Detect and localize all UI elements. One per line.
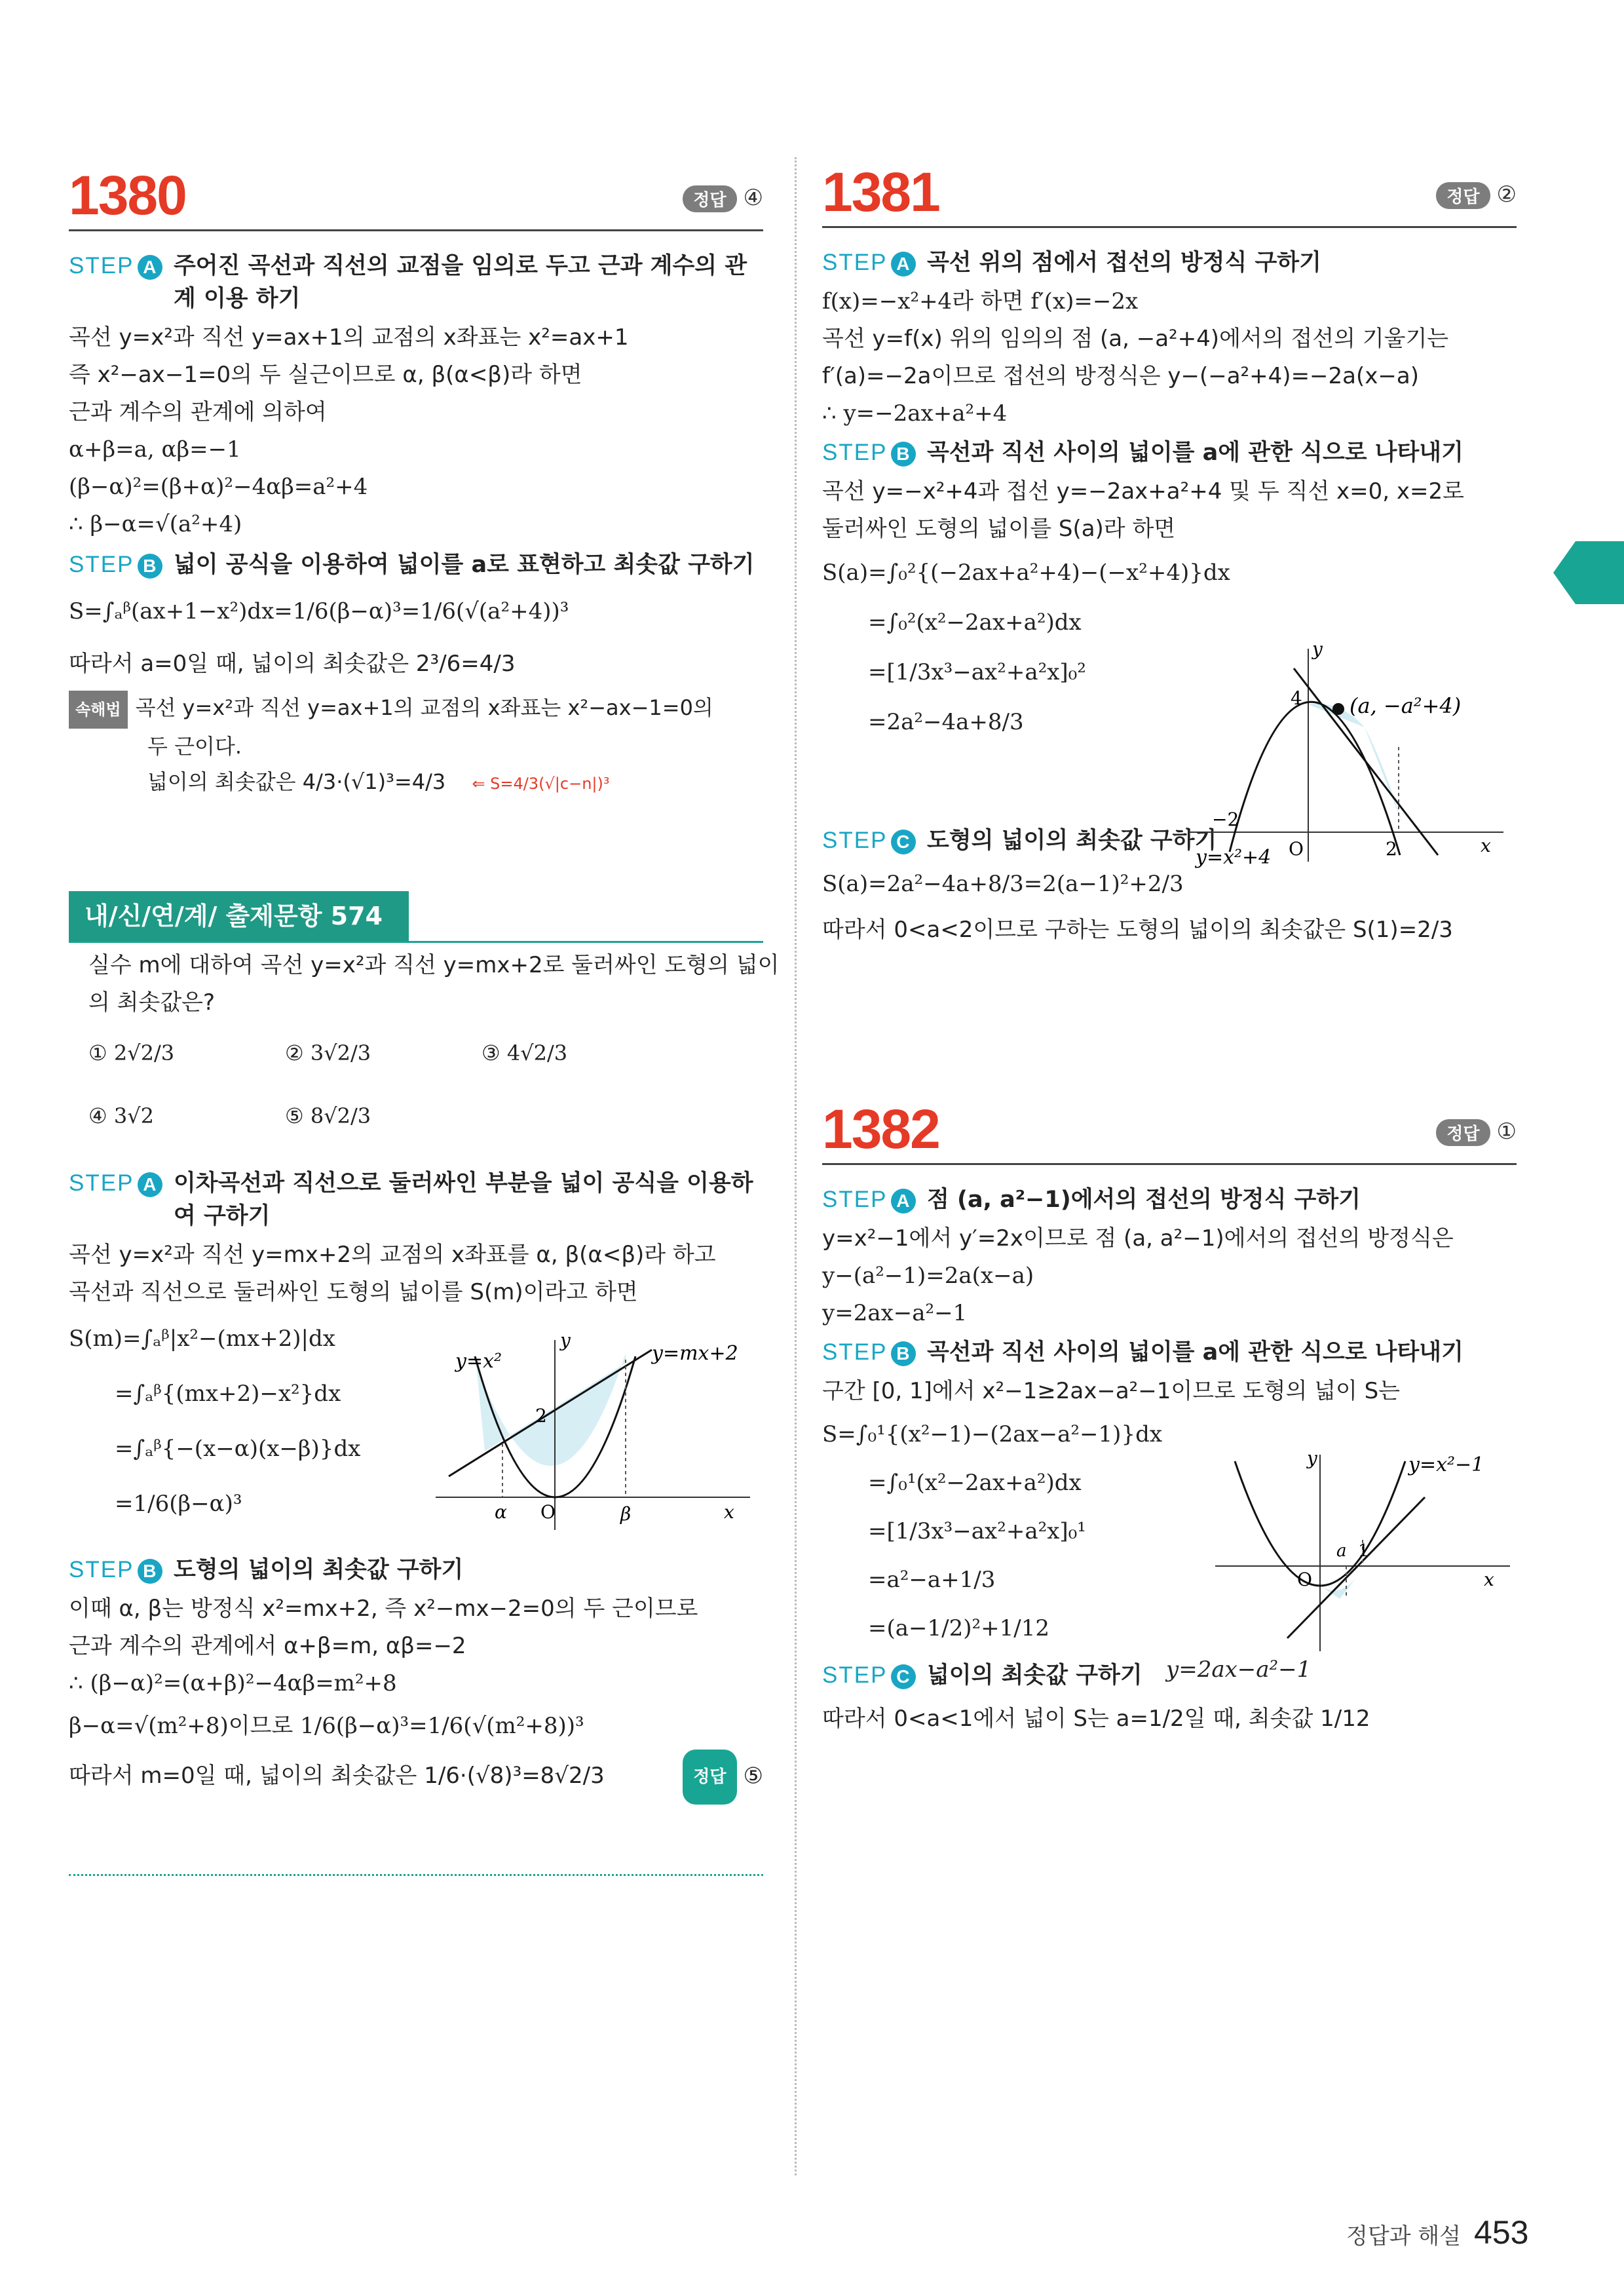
choice-3[interactable]: ③ 4√2/3: [482, 1041, 568, 1065]
origin-label: O: [1297, 1569, 1312, 1590]
x-label: x: [1484, 1569, 1494, 1590]
solution-line: =∫₀¹(x²−2ax+a²)dx: [868, 1470, 1082, 1496]
choice-2[interactable]: ② 3√2/3: [285, 1041, 371, 1065]
x-label: x: [724, 1501, 734, 1523]
step-label: STEP A: [822, 1183, 927, 1216]
problem-1380-solution: [69, 246, 763, 801]
solution-line: =∫ₐᵝ{−(x−α)(x−β)}dx: [115, 1436, 361, 1462]
graph-1381: [1189, 629, 1517, 871]
solution-line: y=x²−1에서 y′=2x이므로 점 (a, a²−1)에서의 접선의 방정식은: [822, 1225, 1454, 1252]
chapter-tab: [1576, 541, 1624, 604]
step-title: 곡선과 직선 사이의 넓이를 a에 관한 식으로 나타내기: [927, 1339, 1463, 1366]
naesin-solution: [69, 1163, 763, 1802]
y-label: y: [1307, 1447, 1317, 1469]
solution-line: y−(a²−1)=2a(x−a): [822, 1263, 1034, 1289]
solution-line: 곡선 y=−x²+4과 접선 y=−2ax+a²+4 및 두 직선 x=0, x=2로: [822, 478, 1464, 505]
step-a: [822, 1183, 1517, 1216]
problem-1380-header: [69, 157, 763, 231]
step-title: 넓이 공식을 이용하여 넓이를 a로 표현하고 최솟값 구하기: [174, 552, 755, 578]
beta-label: β: [620, 1503, 632, 1525]
step-title: 점 (a, a²−1)에서의 접선의 방정식 구하기: [927, 1187, 1361, 1213]
one-label: 1: [1358, 1541, 1369, 1561]
four-label: 4: [1291, 687, 1302, 709]
solution-line: 곡선 y=x²과 직선 y=ax+1의 교점의 x좌표는 x²=ax+1: [69, 324, 629, 351]
step-label: STEP B: [69, 1554, 174, 1586]
naesin-header: [69, 891, 763, 943]
problem-1381-solution: [822, 242, 1517, 953]
footer-label: 정답과 해설: [1346, 2223, 1462, 2249]
step-title: 넓이의 최솟값 구하기: [927, 1662, 1142, 1689]
line-label: y=2ax−a²−1: [1166, 1656, 1312, 1683]
tip-line: 곡선 y=x²과 직선 y=ax+1의 교점의 x좌표는 x²−ax−1=0의: [135, 695, 713, 720]
answer-value: ④: [743, 185, 763, 211]
solution-line: S=∫ₐᵝ(ax+1−x²)dx=1/6(β−α)³=1/6(√(a²+4))³: [69, 598, 569, 624]
step-label: STEP B: [822, 436, 927, 469]
solution-line: =∫ₐᵝ{(mx+2)−x²}dx: [115, 1381, 341, 1407]
solution-line: S(m)=∫ₐᵝ|x²−(mx+2)|dx: [69, 1326, 335, 1352]
solution-line: f(x)=−x²+4라 하면 f′(x)=−2x: [822, 288, 1139, 315]
problem-number: 1381: [822, 161, 939, 223]
intercept-label: 2: [535, 1405, 547, 1426]
answer: [1436, 1119, 1517, 1146]
solution-line: 이때 α, β는 방정식 x²=mx+2, 즉 x²−mx−2=0의 두 근이므로: [69, 1596, 698, 1622]
solution-line: 따라서 0<a<1에서 넓이 S는 a=1/2일 때, 최솟값 1/12: [822, 1706, 1370, 1732]
step-label: STEP A: [69, 1167, 174, 1233]
step-title: 도형의 넓이의 최솟값 구하기: [174, 1557, 464, 1583]
solution-line: 둘러싸인 도형의 넓이를 S(a)라 하면: [822, 516, 1176, 542]
solution-line: =2a²−4a+8/3: [868, 709, 1024, 735]
line-label: y=mx+2: [652, 1342, 738, 1365]
graph-1382: [1209, 1442, 1517, 1658]
step-label: STEP C: [822, 1659, 927, 1692]
choices: [88, 1022, 763, 1147]
answer: 정답 ⑤: [683, 1750, 763, 1805]
step-b: [69, 1554, 763, 1586]
x-label: x: [1481, 835, 1491, 856]
question-line: 실수 m에 대하여 곡선 y=x²과 직선 y=mx+2로 둘러싸인 도형의 넓이: [88, 952, 780, 978]
solution-line: f′(a)=−2a이므로 접선의 방정식은 y−(−a²+4)=−2a(x−a): [822, 363, 1419, 389]
step-a: [822, 246, 1517, 279]
y-label: y: [560, 1330, 571, 1351]
step-label: STEP B: [822, 1336, 927, 1369]
step-b: [822, 1336, 1517, 1369]
quick-tip: [69, 690, 763, 729]
solution-line: =(a−1/2)²+1/12: [868, 1615, 1049, 1641]
solution-line: 근과 계수의 관계에서 α+β=m, αβ=−2: [69, 1633, 466, 1659]
solution-line: y=2ax−a²−1: [822, 1300, 968, 1326]
naesin-label: 내/신/연/계/ 출제문항 574: [69, 891, 409, 941]
shaded-region: [1308, 704, 1402, 822]
problem-1381-header: [822, 154, 1517, 228]
answer: [683, 185, 763, 212]
a-label: a: [1336, 1541, 1347, 1561]
solution-line: α+β=a, αβ=−1: [69, 436, 241, 463]
section-end-divider: [69, 1874, 763, 1876]
choice-1[interactable]: ① 2√2/3: [88, 1041, 175, 1065]
step-title: 도형의 넓이의 최솟값 구하기: [927, 828, 1217, 854]
solution-line: 곡선과 직선으로 둘러싸인 도형의 넓이를 S(m)이라고 하면: [69, 1279, 638, 1305]
solution-line: =a²−a+1/3: [868, 1567, 996, 1593]
solution-line: S(a)=2a²−4a+8/3=2(a−1)²+2/3: [822, 871, 1184, 897]
solution-line: =[1/3x³−ax²+a²x]₀²: [868, 659, 1086, 685]
tip-line: 두 근이다.: [147, 734, 242, 759]
page-footer: [1346, 2213, 1528, 2251]
solution-line: 따라서 0<a<2이므로 구하는 도형의 넓이의 최솟값은 S(1)=2/3: [822, 917, 1453, 943]
answer-badge: 정답: [683, 185, 736, 212]
column-divider: [795, 157, 797, 2175]
problem-number: 1382: [822, 1098, 939, 1160]
solution-line: 근과 계수의 관계에 의하여: [69, 399, 327, 425]
step-a: [69, 1167, 763, 1233]
solution-line: S=∫₀¹{(x²−1)−(2ax−a²−1)}dx: [822, 1421, 1163, 1447]
y-label: y: [1312, 638, 1323, 660]
tip-note: ⇐ S=4/3(√|c−n|)³: [472, 775, 610, 793]
step-title: 곡선과 직선 사이의 넓이를 a에 관한 식으로 나타내기: [927, 440, 1463, 466]
tip-badge: 속해법: [69, 691, 128, 729]
curve-label: y=x²−1: [1408, 1453, 1484, 1476]
solution-line: ∴ y=−2ax+a²+4: [822, 400, 1008, 427]
tangent-point: [1332, 703, 1344, 715]
tangent-line: [1287, 1497, 1425, 1638]
solution-line: β−α=√(m²+8)이므로 1/6(β−α)³=1/6(√(m²+8))³: [69, 1713, 584, 1739]
solution-line: =[1/3x³−ax²+a²x]₀¹: [868, 1518, 1086, 1544]
solution-line: 따라서 m=0일 때, 넓이의 최솟값은 1/6·(√8)³=8√2/3 정답 ⑤: [69, 1750, 763, 1802]
solution-line: 즉 x²−ax−1=0의 두 실근이므로 α, β(α<β)라 하면: [69, 362, 582, 388]
solution-line: 따라서 a=0일 때, 넓이의 최솟값은 2³/6=4/3: [69, 651, 516, 677]
choice-5[interactable]: ⑤ 8√2/3: [285, 1103, 371, 1128]
step-title: 곡선 위의 점에서 접선의 방정식 구하기: [927, 250, 1321, 276]
problem-1382-header: [822, 1091, 1517, 1165]
point-label: (a, −a²+4): [1350, 693, 1462, 718]
solution-line: 구간 [0, 1]에서 x²−1≥2ax−a²−1이므로 도형의 넓이 S는: [822, 1378, 1401, 1404]
step-label: STEP A: [69, 250, 174, 315]
solution-line: S(a)=∫₀²{(−2ax+a²+4)−(−x²+4)}dx: [822, 560, 1230, 586]
problem-1382-solution: [822, 1179, 1517, 1742]
problem-number: 1380: [69, 164, 186, 226]
minus-two-label: −2: [1212, 809, 1239, 830]
choice-4[interactable]: ④ 3√2: [88, 1103, 154, 1128]
solution-line: =1/6(β−α)³: [115, 1491, 242, 1517]
solution-line: (β−α)²=(β+α)²−4αβ=a²+4: [69, 474, 368, 500]
curve-label: y=x²: [455, 1350, 502, 1373]
step-label: STEP A: [822, 246, 927, 279]
answer-badge: 정답: [1436, 182, 1490, 209]
answer-value: ②: [1496, 182, 1517, 208]
answer-value: ①: [1496, 1119, 1517, 1145]
solution-line: 곡선 y=f(x) 위의 임의의 점 (a, −a²+4)에서의 접선의 기울기는: [822, 326, 1449, 352]
alpha-label: α: [495, 1501, 507, 1523]
graph-parabola-line: [436, 1320, 763, 1537]
step-label: STEP C: [822, 824, 927, 857]
solution-line: ∴ β−α=√(a²+4): [69, 511, 242, 537]
origin-label: O: [1289, 838, 1304, 860]
step-title: 주어진 곡선과 직선의 교점을 임의로 두고 근과 계수의 관계 이용 하기: [174, 253, 747, 312]
step-label: STEP B: [69, 548, 174, 581]
step-title: 이차곡선과 직선으로 둘러싸인 부분을 넓이 공식을 이용하여 구하기: [174, 1170, 753, 1229]
curve-label: y=x²+4: [1196, 846, 1272, 869]
two-label: 2: [1386, 838, 1397, 860]
solution-line: 곡선 y=x²과 직선 y=mx+2의 교점의 x좌표를 α, β(α<β)라 하고: [69, 1242, 716, 1268]
answer: [1436, 182, 1517, 209]
tip-line: 넓이의 최솟값은 4/3·(√1)³=4/3 ⇐ S=4/3(√|c−n|)³: [147, 769, 610, 794]
step-a: [69, 250, 763, 315]
naesin-question: [69, 947, 780, 1147]
answer-badge: 정답: [1436, 1119, 1490, 1146]
question-line: 의 최솟값은?: [88, 989, 216, 1016]
solution-line: =∫₀²(x²−2ax+a²)dx: [868, 609, 1082, 636]
origin-label: O: [540, 1501, 556, 1523]
step-b: [822, 436, 1517, 469]
solution-line: ∴ (β−α)²=(α+β)²−4αβ=m²+8: [69, 1670, 397, 1696]
step-b: [69, 548, 763, 581]
page-number: 453: [1474, 2214, 1529, 2251]
